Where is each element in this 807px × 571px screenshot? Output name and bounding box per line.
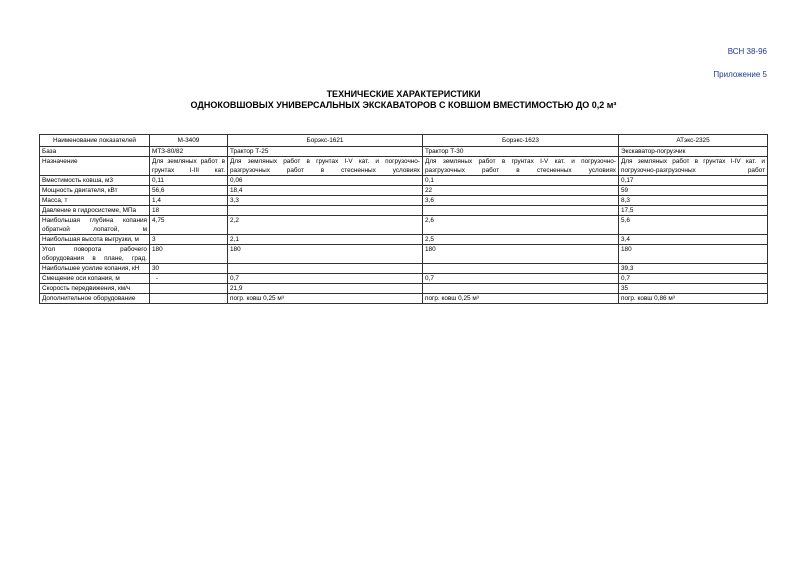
table-cell: 0,1	[423, 176, 619, 186]
table-cell: Экскаватор-погрузчик	[619, 147, 768, 157]
table-row	[40, 274, 768, 284]
column-header-parameter: Наименование показателей	[40, 135, 150, 147]
table-row	[40, 186, 768, 196]
table-row	[40, 176, 768, 186]
table-cell: Мощность двигателя, кВт	[40, 186, 150, 196]
table-cell: 0,06	[228, 176, 423, 186]
table-cell: 5,6	[619, 216, 768, 235]
table-cell	[423, 264, 619, 274]
table-cell: 180	[150, 245, 228, 264]
table-cell: 3,6	[423, 196, 619, 206]
table-cell	[228, 264, 423, 274]
table-row	[40, 157, 768, 176]
table-cell: Скорость передвижения, км/ч	[40, 284, 150, 294]
specifications-table	[39, 134, 768, 304]
table-cell: Для земляных работ в грунтах I-V кат. и погрузочно-разгрузочных работ в стесненных условиях	[423, 157, 619, 176]
table-cell: 17,5	[619, 206, 768, 216]
table-cell: -	[150, 274, 228, 284]
title-line-1: ТЕХНИЧЕСКИЕ ХАРАКТЕРИСТИКИ	[326, 89, 481, 99]
table-cell: Дополнительное оборудование	[40, 294, 150, 304]
table-cell: 0,17	[619, 176, 768, 186]
table-cell: погр. ковш 0,25 м³	[228, 294, 423, 304]
table-cell: Смещение оси копания, м	[40, 274, 150, 284]
table-cell: 3	[150, 235, 228, 245]
table-cell: 0,7	[228, 274, 423, 284]
column-header-boreks1623: Борэкс-1623	[423, 135, 619, 147]
table-cell: Наибольшее усилие копания, кН	[40, 264, 150, 274]
table-cell: 2,6	[423, 216, 619, 235]
table-cell: 180	[619, 245, 768, 264]
appendix-label: Приложение 5	[713, 70, 767, 79]
column-header-boreks1621: Борэкс-1621	[228, 135, 423, 147]
table-cell: Угол поворота рабочего оборудования в плане, град.	[40, 245, 150, 264]
table-cell: 59	[619, 186, 768, 196]
table-header-row	[40, 135, 768, 147]
table-cell: Для земляных работ в грунтах I-V кат. и погрузочно-разгрузочных работ в стесненных условиях	[228, 157, 423, 176]
table-cell	[228, 206, 423, 216]
table-cell: МТЗ-80/82	[150, 147, 228, 157]
table-cell	[423, 206, 619, 216]
table-cell: 21,9	[228, 284, 423, 294]
document-title	[0, 89, 807, 111]
table-cell: 22	[423, 186, 619, 196]
table-cell: Давление в гидросистеме, МПа	[40, 206, 150, 216]
table-cell: Наибольшая глубина копания обратной лопатой, м	[40, 216, 150, 235]
table-cell: 1,4	[150, 196, 228, 206]
table-cell: 3,3	[228, 196, 423, 206]
table-row	[40, 216, 768, 235]
table-cell: 0,7	[619, 274, 768, 284]
table-cell: 180	[423, 245, 619, 264]
table-cell	[423, 284, 619, 294]
table-cell: Наибольшая высота выгрузки, м	[40, 235, 150, 245]
table-cell: 2,5	[423, 235, 619, 245]
table-cell: Трактор Т-25	[228, 147, 423, 157]
table-cell: 4,75	[150, 216, 228, 235]
table-cell: Для земляных работ в грунтах I-IV кат. и погрузочно-разгрузочных работ	[619, 157, 768, 176]
table-cell: погр. ковш 0,25 м³	[423, 294, 619, 304]
table-cell: 56,6	[150, 186, 228, 196]
table-cell: 18	[150, 206, 228, 216]
table-cell: 0,11	[150, 176, 228, 186]
table-row	[40, 264, 768, 274]
title-line-2: ОДНОКОВШОВЫХ УНИВЕРСАЛЬНЫХ ЭКСКАВАТОРОВ С КОВШОМ ВМЕСТИМОСТЬЮ ДО 0,2 м³	[190, 100, 617, 110]
table-row	[40, 245, 768, 264]
table-cell: Трактор Т-30	[423, 147, 619, 157]
column-header-m3409: М-3409	[150, 135, 228, 147]
table-row	[40, 206, 768, 216]
table-row	[40, 147, 768, 157]
table-cell: Вместимость ковша, м3	[40, 176, 150, 186]
table-cell: 2,1	[228, 235, 423, 245]
table-row	[40, 235, 768, 245]
table-cell: 2,2	[228, 216, 423, 235]
table-row	[40, 284, 768, 294]
table-row	[40, 196, 768, 206]
document-code: ВСН 38-96	[727, 47, 767, 56]
table-cell: Масса, т	[40, 196, 150, 206]
table-cell: 35	[619, 284, 768, 294]
table-cell: Для земляных работ в грунтах I-III кат.	[150, 157, 228, 176]
table-row	[40, 294, 768, 304]
table-cell: погр. ковш 0,86 м³	[619, 294, 768, 304]
table-cell: 3,4	[619, 235, 768, 245]
table-cell: 0,7	[423, 274, 619, 284]
table-cell: 180	[228, 245, 423, 264]
column-header-ateks2325: АТэкс-2325	[619, 135, 768, 147]
table-cell: 18,4	[228, 186, 423, 196]
table-cell: 8,3	[619, 196, 768, 206]
table-cell: 30	[150, 264, 228, 274]
table-cell	[150, 294, 228, 304]
table-cell: Назначение	[40, 157, 150, 176]
table-cell: База	[40, 147, 150, 157]
table-cell: 39,3	[619, 264, 768, 274]
table-cell	[150, 284, 228, 294]
